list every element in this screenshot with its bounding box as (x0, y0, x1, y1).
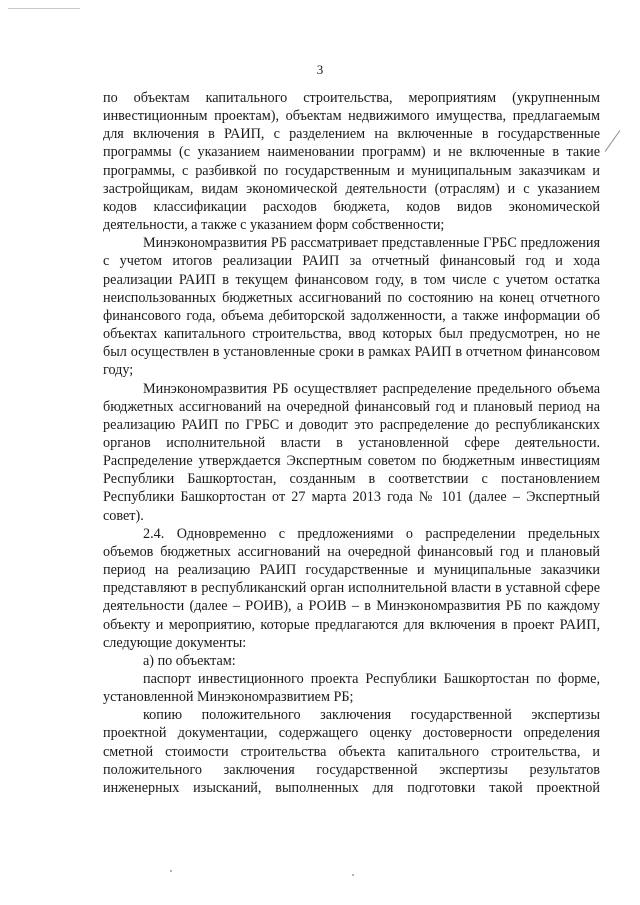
page-number: 3 (316, 62, 324, 77)
paragraph-object-list: по объектам капитального строительства, мероприятиям (укрупненным инвестиционным проектам), объектам недвижимого имущества, предлагаемым для включения в РАИП, с разделением на включенные в государственные программы (с указанием наименовании программ) и не включенные в такие программы, с разбивкой по государственным и муниципальным заказчикам и застройщикам, видам экономической деятельности (отраслям) и с указанием кодов классификации расходов бюджета, кодов видов экономической деятельности, а также с указанием форм собственности; (103, 90, 600, 234)
paragraph-investment-passport: паспорт инвестиционного проекта Республики Башкортостан по форме, установленной Минэкономразвитием РБ; (103, 671, 600, 706)
document-body (103, 89, 600, 797)
scan-artifact-line (8, 8, 80, 9)
margin-pen-mark (605, 130, 621, 152)
paragraph-expertise-copy: копию положительного заключения государственной экспертизы проектной документации, содержащего оценку достоверности определения сметной стоимости строительства объекта капитального строительства, и положительного заключения государственной экспертизы результатов инженерных изысканий, выполненных для подготовки такой проектной (103, 707, 600, 796)
paragraph-ministry-allocation: Минэкономразвития РБ осуществляет распределение предельного объема бюджетных ассигнований на очередной финансовый год и плановый период на реализацию РАИП по ГРБС и доводит это распределение до республиканских органов исполнительной власти в установленной сфере деятельности. Распределение утверждается Экспертным советом по бюджетным инвестициям Республики Башкортостан, созданным в соответствии с постановлением Республики Башкортостан от 27 марта 2013 года № 101 (далее – Экспертный совет). (103, 380, 600, 524)
paragraph-section-2-4: 2.4. Одновременно с предложениями о распределении предельных объемов бюджетных ассигнований на очередной финансовый год и плановый период на реализацию РАИП государственные и муниципальные заказчики представляют в республиканский орган исполнительной власти в уставной сфере деятельности (далее – РОИВ), а РОИВ – в Минэкономразвития РБ по каждому объекту и мероприятию, которые предлагаются для включения в проект РАИП, следующие документы: (103, 525, 600, 651)
scan-artifact-dot (352, 874, 354, 876)
paragraph-objects-heading: а) по объектам: (143, 652, 236, 669)
scan-artifact-dot (170, 870, 172, 872)
paragraph-ministry-review: Минэкономразвития РБ рассматривает представленные ГРБС предложения с учетом итогов реализации РАИП за отчетный финансовый год и хода реализации РАИП в текущем финансовом году, в том числе с учетом остатка неиспользованных бюджетных ассигнований по состоянию на конец отчетного финансового года, объема дебиторской задолженности, а также информации об объектах капитального строительства, ввод которых был предусмотрен, но не был осуществлен в установленные сроки в рамках РАИП в отчетном финансовом году; (103, 235, 600, 379)
